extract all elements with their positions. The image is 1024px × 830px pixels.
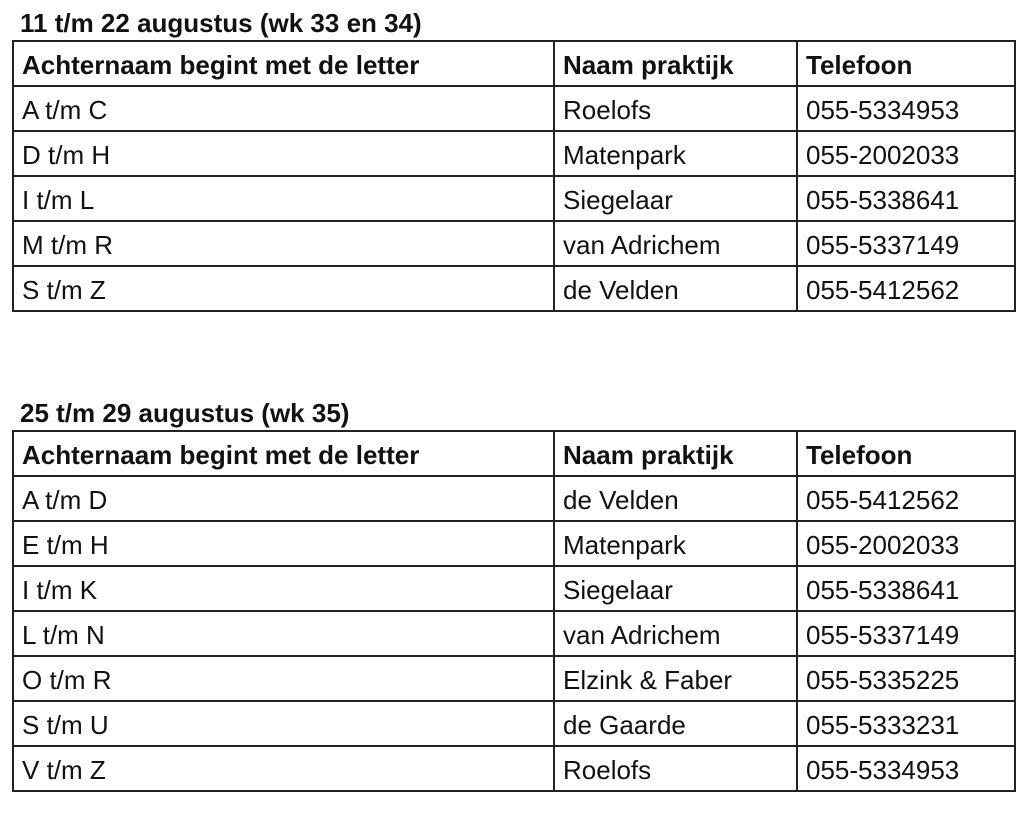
- practice-name-cell: Elzink & Faber: [554, 656, 797, 701]
- phone-cell: 055-5338641: [797, 176, 1015, 221]
- letter-range-cell: L t/m N: [13, 611, 554, 656]
- schedule-table: [12, 430, 1016, 792]
- column-header-letter-range: Achternaam begint met de letter: [13, 41, 554, 86]
- letter-range-cell: I t/m L: [13, 176, 554, 221]
- column-header-practice-name: Naam praktijk: [554, 41, 797, 86]
- letter-range-cell: S t/m Z: [13, 266, 554, 311]
- table-row: [13, 611, 1015, 656]
- practice-name-cell: Siegelaar: [554, 176, 797, 221]
- practice-name-cell: Roelofs: [554, 86, 797, 131]
- letter-range-cell: O t/m R: [13, 656, 554, 701]
- practice-name-cell: Matenpark: [554, 131, 797, 176]
- practice-name-cell: van Adrichem: [554, 221, 797, 266]
- letter-range-cell: E t/m H: [13, 521, 554, 566]
- table-header-row: [13, 41, 1015, 86]
- table-row: [13, 131, 1015, 176]
- practice-name-cell: de Velden: [554, 266, 797, 311]
- phone-cell: 055-5338641: [797, 566, 1015, 611]
- table-row: [13, 266, 1015, 311]
- table-row: [13, 656, 1015, 701]
- table-row: [13, 566, 1015, 611]
- column-header-phone: Telefoon: [797, 41, 1015, 86]
- letter-range-cell: S t/m U: [13, 701, 554, 746]
- table-header-row: [13, 431, 1015, 476]
- column-header-letter-range: Achternaam begint met de letter: [13, 431, 554, 476]
- section-title: 25 t/m 29 augustus (wk 35): [20, 398, 350, 428]
- phone-cell: 055-5337149: [797, 611, 1015, 656]
- letter-range-cell: A t/m C: [13, 86, 554, 131]
- schedule-section-week-35: [12, 396, 1014, 792]
- phone-cell: 055-2002033: [797, 131, 1015, 176]
- letter-range-cell: D t/m H: [13, 131, 554, 176]
- schedule-section-week-33-34: [12, 6, 1014, 312]
- table-row: [13, 86, 1015, 131]
- practice-name-cell: Roelofs: [554, 746, 797, 791]
- letter-range-cell: A t/m D: [13, 476, 554, 521]
- phone-cell: 055-2002033: [797, 521, 1015, 566]
- section-title: 11 t/m 22 augustus (wk 33 en 34): [20, 8, 422, 38]
- phone-cell: 055-5412562: [797, 476, 1015, 521]
- practice-name-cell: Siegelaar: [554, 566, 797, 611]
- phone-cell: 055-5337149: [797, 221, 1015, 266]
- practice-name-cell: van Adrichem: [554, 611, 797, 656]
- table-row: [13, 176, 1015, 221]
- schedule-table: [12, 40, 1016, 312]
- column-header-practice-name: Naam praktijk: [554, 431, 797, 476]
- phone-cell: 055-5334953: [797, 746, 1015, 791]
- practice-name-cell: Matenpark: [554, 521, 797, 566]
- table-row: [13, 521, 1015, 566]
- table-row: [13, 746, 1015, 791]
- table-row: [13, 476, 1015, 521]
- phone-cell: 055-5412562: [797, 266, 1015, 311]
- phone-cell: 055-5335225: [797, 656, 1015, 701]
- table-row: [13, 221, 1015, 266]
- table-row: [13, 701, 1015, 746]
- letter-range-cell: I t/m K: [13, 566, 554, 611]
- practice-name-cell: de Gaarde: [554, 701, 797, 746]
- letter-range-cell: V t/m Z: [13, 746, 554, 791]
- phone-cell: 055-5333231: [797, 701, 1015, 746]
- phone-cell: 055-5334953: [797, 86, 1015, 131]
- column-header-phone: Telefoon: [797, 431, 1015, 476]
- practice-name-cell: de Velden: [554, 476, 797, 521]
- letter-range-cell: M t/m R: [13, 221, 554, 266]
